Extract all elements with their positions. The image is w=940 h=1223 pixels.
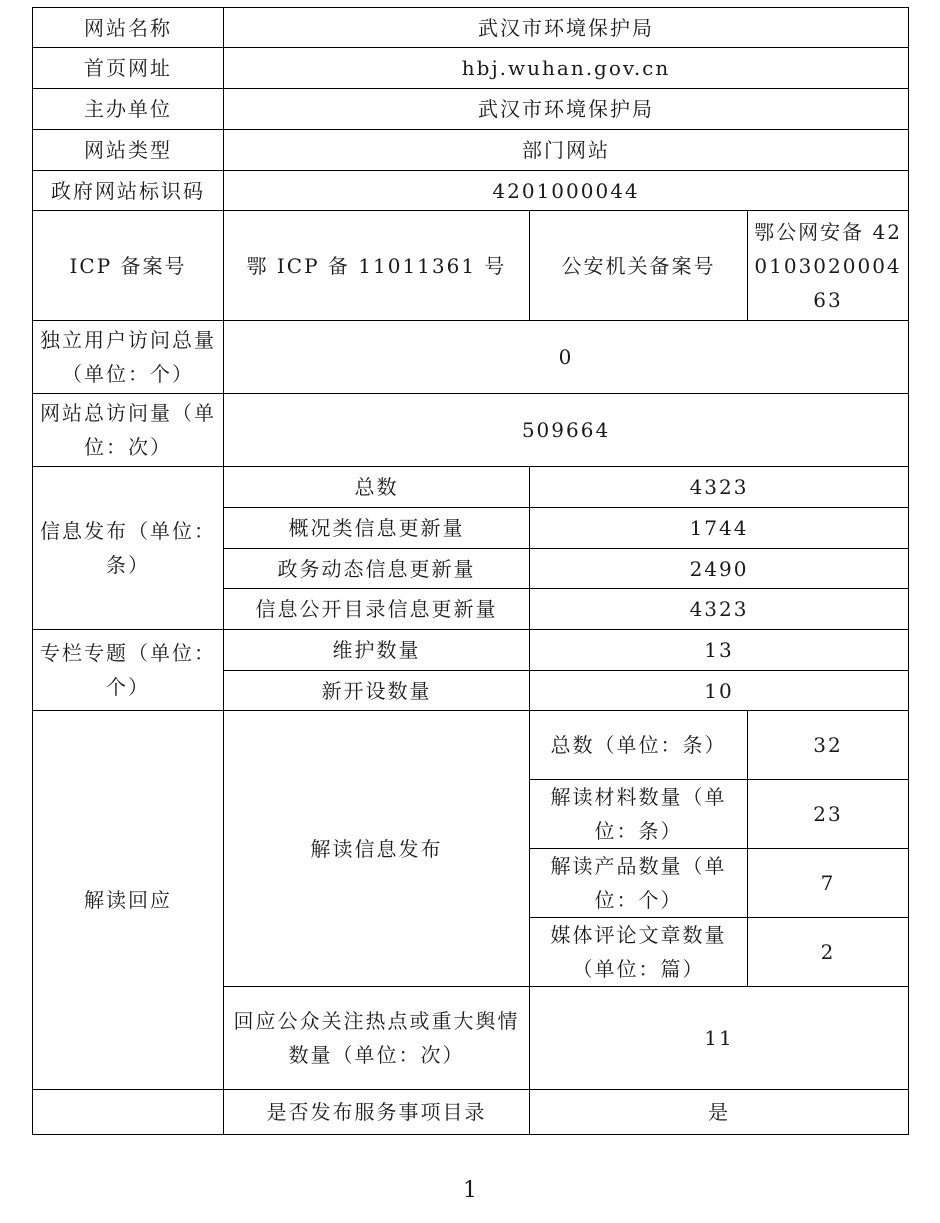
page-number: 1 (463, 1178, 477, 1203)
police-record-value: 鄂公网安备 42010302000463 (748, 211, 909, 321)
gov-site-code-value: 4201000044 (224, 171, 909, 211)
total-visits-label: 网站总访问量（单位：次） (33, 394, 224, 467)
row-total-visits (33, 394, 909, 467)
site-name-value: 武汉市环境保护局 (224, 8, 909, 48)
row-site-type (33, 130, 909, 171)
interp-item-value: 2 (748, 918, 909, 987)
icp-value: 鄂 ICP 备 11011361 号 (224, 211, 530, 321)
sponsor-value: 武汉市环境保护局 (224, 89, 909, 130)
website-report-table (32, 7, 909, 1135)
total-visits-value: 509664 (224, 394, 909, 467)
interpretation-label: 解读回应 (33, 711, 224, 1090)
homepage-url-value: hbj.wuhan.gov.cn (224, 48, 909, 89)
interp-item-label: 总数（单位：条） (530, 711, 748, 780)
site-name-label: 网站名称 (33, 8, 224, 48)
info-item-label: 政务动态信息更新量 (224, 549, 530, 589)
service-catalog-blank (33, 1090, 224, 1135)
interp-item-value: 32 (748, 711, 909, 780)
gov-site-code-label: 政府网站标识码 (33, 171, 224, 211)
row-columns-maintained (33, 630, 909, 671)
interp-item-label: 解读产品数量（单位：个） (530, 849, 748, 918)
info-item-value: 2490 (530, 549, 909, 589)
info-item-value: 1744 (530, 508, 909, 549)
row-sponsor (33, 89, 909, 130)
response-value: 11 (530, 987, 909, 1090)
columns-item-value: 10 (530, 671, 909, 711)
interp-item-value: 7 (748, 849, 909, 918)
icp-label: ICP 备案号 (33, 211, 224, 321)
columns-label: 专栏专题（单位：个） (33, 630, 224, 711)
row-service-catalog (33, 1090, 909, 1135)
site-type-value: 部门网站 (224, 130, 909, 171)
columns-item-label: 维护数量 (224, 630, 530, 671)
service-catalog-label: 是否发布服务事项目录 (224, 1090, 530, 1135)
info-item-label: 信息公开目录信息更新量 (224, 589, 530, 630)
interp-item-value: 23 (748, 780, 909, 849)
info-item-label: 总数 (224, 467, 530, 508)
police-record-label: 公安机关备案号 (530, 211, 748, 321)
homepage-url-label: 首页网址 (33, 48, 224, 89)
row-info-total (33, 467, 909, 508)
row-interp-total (33, 711, 909, 780)
response-label: 回应公众关注热点或重大舆情数量（单位：次） (224, 987, 530, 1090)
row-gov-site-code (33, 171, 909, 211)
row-icp (33, 211, 909, 321)
columns-item-label: 新开设数量 (224, 671, 530, 711)
columns-item-value: 13 (530, 630, 909, 671)
site-type-label: 网站类型 (33, 130, 224, 171)
unique-visitors-label: 独立用户访问总量（单位：个） (33, 321, 224, 394)
service-catalog-value: 是 (530, 1090, 909, 1135)
info-publish-label: 信息发布（单位：条） (33, 467, 224, 630)
interpretation-publish-label: 解读信息发布 (224, 711, 530, 987)
sponsor-label: 主办单位 (33, 89, 224, 130)
row-homepage-url (33, 48, 909, 89)
info-item-value: 4323 (530, 467, 909, 508)
interp-item-label: 媒体评论文章数量（单位：篇） (530, 918, 748, 987)
info-item-label: 概况类信息更新量 (224, 508, 530, 549)
row-unique-visitors (33, 321, 909, 394)
info-item-value: 4323 (530, 589, 909, 630)
row-site-name (33, 8, 909, 48)
unique-visitors-value: 0 (224, 321, 909, 394)
interp-item-label: 解读材料数量（单位：条） (530, 780, 748, 849)
